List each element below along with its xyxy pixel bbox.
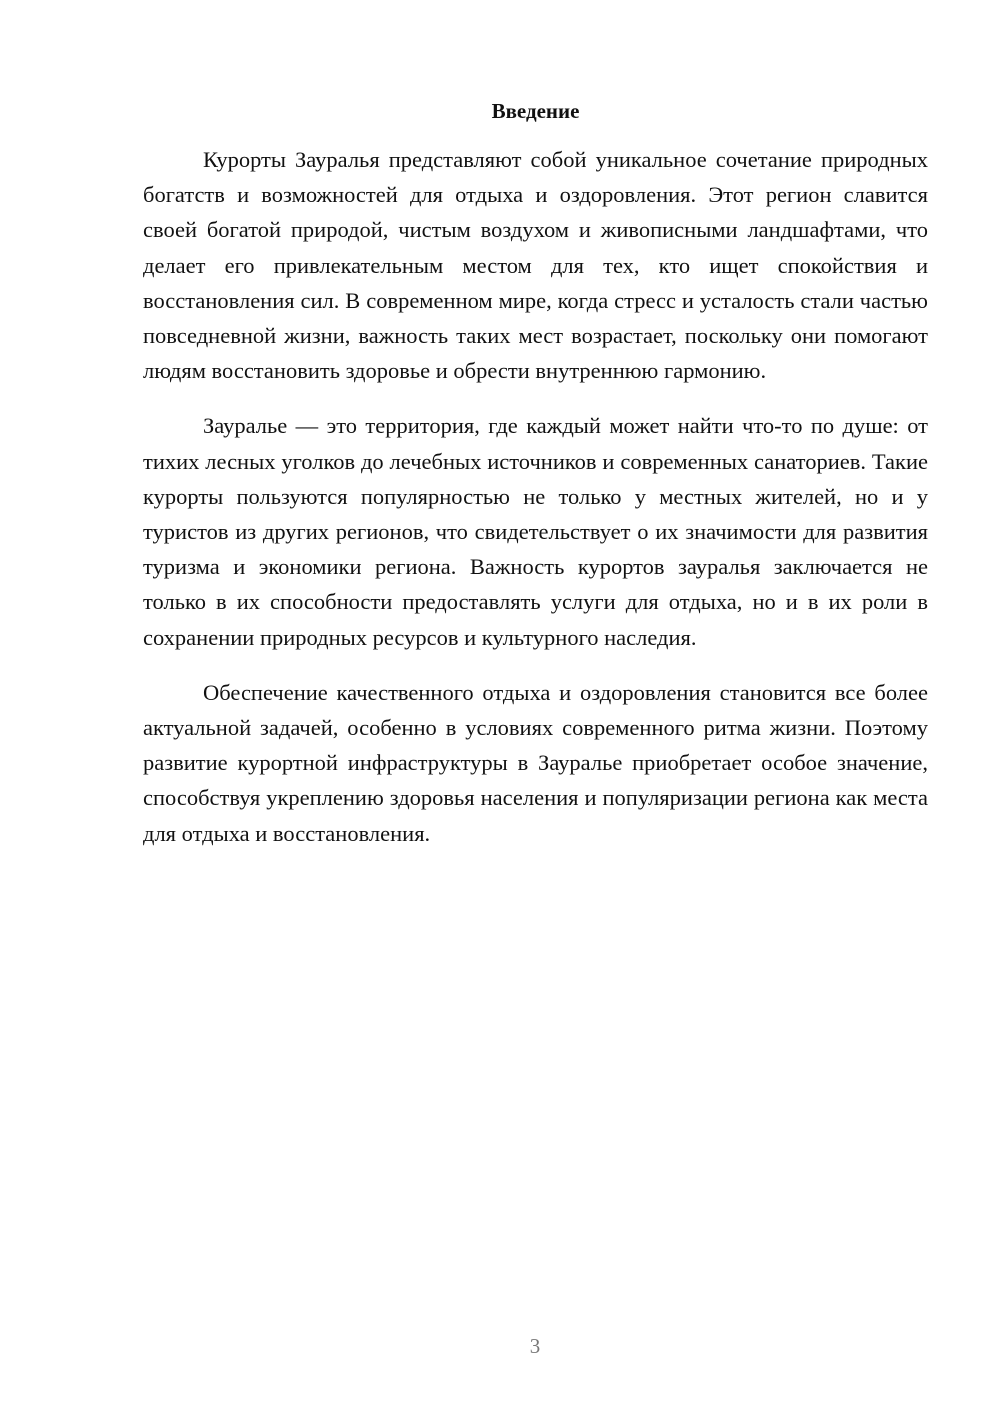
page-number: 3 (529, 1334, 541, 1358)
paragraph-1: Курорты Зауралья представляют собой уникальное сочетание природных богатств и возможностей для отдыха и оздоровления. Этот регион славится своей богатой природой, чистым воздухом и живописными ландшафтами, что делает его привлекательным местом для тех, кто ищет спокойствия и восстановления сил. В современном мире, когда стресс и усталость стали частью повседневной жизни, важность таких мест возрастает, поскольку они помогают людям восстановить здоровье и обрести внутреннюю гармонию. (143, 147, 928, 384)
section-heading: Введение (491, 99, 580, 123)
body-text (143, 142, 928, 851)
paragraph-3: Обеспечение качественного отдыха и оздоровления становится все более актуальной задачей, особенно в условиях современного ритма жизни. Поэтому развитие курортной инфраструктуры в Зауралье приобретает особое значение, способствуя укреплению здоровья населения и популяризации региона как места для отдыха и восстановления. (143, 679, 928, 846)
paragraph-2: Зауралье — это территория, где каждый может найти что-то по душе: от тихих лесных уголков до лечебных источников и современных санаториев. Такие курорты пользуются популярностью не только у местных жителей, но и у туристов из других регионов, что свидетельствует о их значимости для развития туризма и экономики региона. Важность курортов зауралья заключается не только в их способности предоставлять услуги для отдыха, но и в их роли в сохранении природных ресурсов и культурного наследия. (143, 413, 928, 650)
